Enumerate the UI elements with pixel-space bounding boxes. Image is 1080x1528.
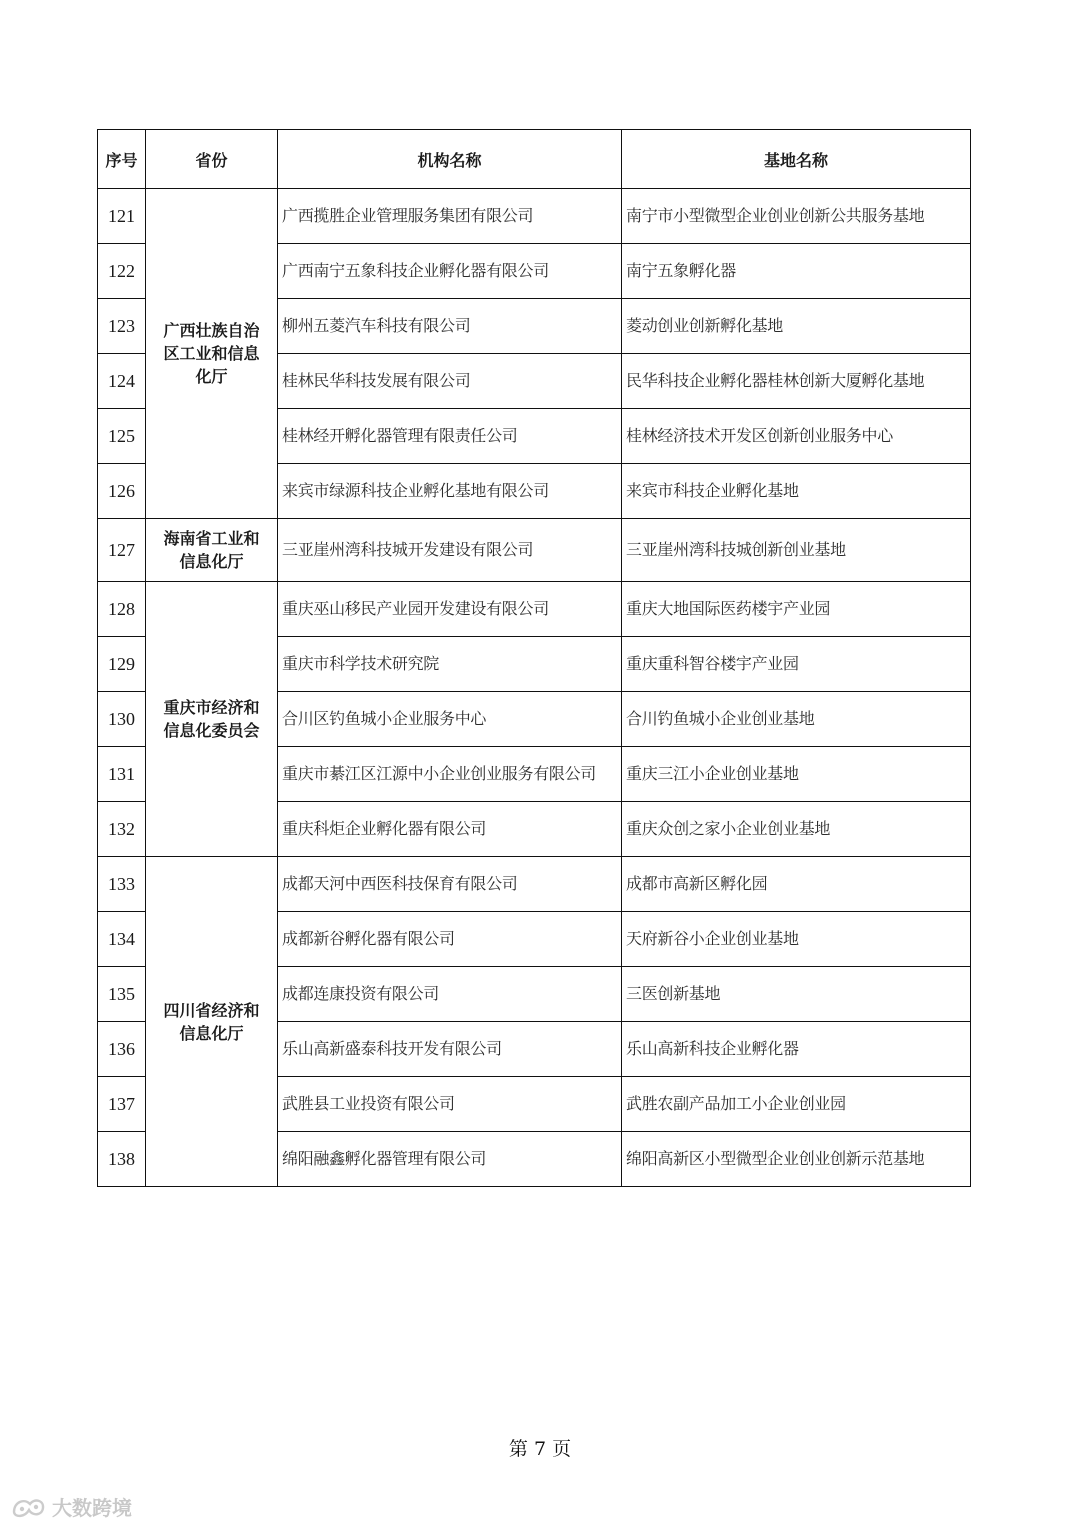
- org-cell: 广西揽胜企业管理服务集团有限公司: [278, 189, 622, 244]
- base-cell: 成都市高新区孵化园: [622, 857, 971, 912]
- org-cell: 重庆科炬企业孵化器有限公司: [278, 802, 622, 857]
- base-cell: 重庆三江小企业创业基地: [622, 747, 971, 802]
- table-row: [98, 189, 971, 244]
- page-number: 第 7 页: [508, 1438, 572, 1460]
- base-cell: 民华科技企业孵化器桂林创新大厦孵化基地: [622, 354, 971, 409]
- base-cell: 三亚崖州湾科技城创新创业基地: [622, 519, 971, 582]
- table-row: [98, 582, 971, 637]
- province-cell: 重庆市经济和信息化委员会: [146, 582, 278, 857]
- province-cell: 四川省经济和信息化厅: [146, 857, 278, 1187]
- seq-cell: 128: [98, 582, 146, 637]
- seq-cell: 130: [98, 692, 146, 747]
- base-cell: 桂林经济技术开发区创新创业服务中心: [622, 409, 971, 464]
- base-cell: 重庆众创之家小企业创业基地: [622, 802, 971, 857]
- seq-cell: 131: [98, 747, 146, 802]
- org-cell: 柳州五菱汽车科技有限公司: [278, 299, 622, 354]
- seq-cell: 136: [98, 1022, 146, 1077]
- seq-cell: 124: [98, 354, 146, 409]
- header-province: 省份: [146, 130, 278, 189]
- base-cell: 合川钓鱼城小企业创业基地: [622, 692, 971, 747]
- base-cell: 南宁市小型微型企业创业创新公共服务基地: [622, 189, 971, 244]
- table-header-row: [98, 130, 971, 189]
- watermark-text: 大数跨境: [52, 1496, 132, 1520]
- table-row: [98, 519, 971, 582]
- seq-cell: 125: [98, 409, 146, 464]
- header-base: 基地名称: [622, 130, 971, 189]
- org-cell: 成都天河中西医科技保育有限公司: [278, 857, 622, 912]
- org-cell: 重庆巫山移民产业园开发建设有限公司: [278, 582, 622, 637]
- org-cell: 武胜县工业投资有限公司: [278, 1077, 622, 1132]
- org-cell: 乐山高新盛泰科技开发有限公司: [278, 1022, 622, 1077]
- base-cell: 天府新谷小企业创业基地: [622, 912, 971, 967]
- seq-cell: 138: [98, 1132, 146, 1187]
- base-cell: 三医创新基地: [622, 967, 971, 1022]
- province-cell: 海南省工业和信息化厅: [146, 519, 278, 582]
- org-cell: 重庆市科学技术研究院: [278, 637, 622, 692]
- org-cell: 成都新谷孵化器有限公司: [278, 912, 622, 967]
- watermark: [10, 1492, 132, 1521]
- seq-cell: 134: [98, 912, 146, 967]
- seq-cell: 137: [98, 1077, 146, 1132]
- seq-cell: 129: [98, 637, 146, 692]
- seq-cell: 135: [98, 967, 146, 1022]
- seq-cell: 133: [98, 857, 146, 912]
- seq-cell: 122: [98, 244, 146, 299]
- incubator-table: [97, 129, 971, 1187]
- base-cell: 菱动创业创新孵化基地: [622, 299, 971, 354]
- org-cell: 重庆市綦江区江源中小企业创业服务有限公司: [278, 747, 622, 802]
- org-cell: 广西南宁五象科技企业孵化器有限公司: [278, 244, 622, 299]
- org-cell: 三亚崖州湾科技城开发建设有限公司: [278, 519, 622, 582]
- table-row: [98, 857, 971, 912]
- logo-icon: [10, 1494, 48, 1520]
- base-cell: 武胜农副产品加工小企业创业园: [622, 1077, 971, 1132]
- org-cell: 绵阳融鑫孵化器管理有限公司: [278, 1132, 622, 1187]
- org-cell: 成都连康投资有限公司: [278, 967, 622, 1022]
- base-cell: 重庆重科智谷楼宇产业园: [622, 637, 971, 692]
- base-cell: 重庆大地国际医药楼宇产业园: [622, 582, 971, 637]
- seq-cell: 127: [98, 519, 146, 582]
- base-cell: 南宁五象孵化器: [622, 244, 971, 299]
- org-cell: 来宾市绿源科技企业孵化基地有限公司: [278, 464, 622, 519]
- province-cell: 广西壮族自治区工业和信息化厅: [146, 189, 278, 519]
- org-cell: 合川区钓鱼城小企业服务中心: [278, 692, 622, 747]
- base-cell: 乐山高新科技企业孵化器: [622, 1022, 971, 1077]
- org-cell: 桂林民华科技发展有限公司: [278, 354, 622, 409]
- seq-cell: 121: [98, 189, 146, 244]
- header-org: 机构名称: [278, 130, 622, 189]
- base-cell: 来宾市科技企业孵化基地: [622, 464, 971, 519]
- seq-cell: 126: [98, 464, 146, 519]
- seq-cell: 132: [98, 802, 146, 857]
- header-seq: 序号: [98, 130, 146, 189]
- seq-cell: 123: [98, 299, 146, 354]
- base-cell: 绵阳高新区小型微型企业创业创新示范基地: [622, 1132, 971, 1187]
- org-cell: 桂林经开孵化器管理有限责任公司: [278, 409, 622, 464]
